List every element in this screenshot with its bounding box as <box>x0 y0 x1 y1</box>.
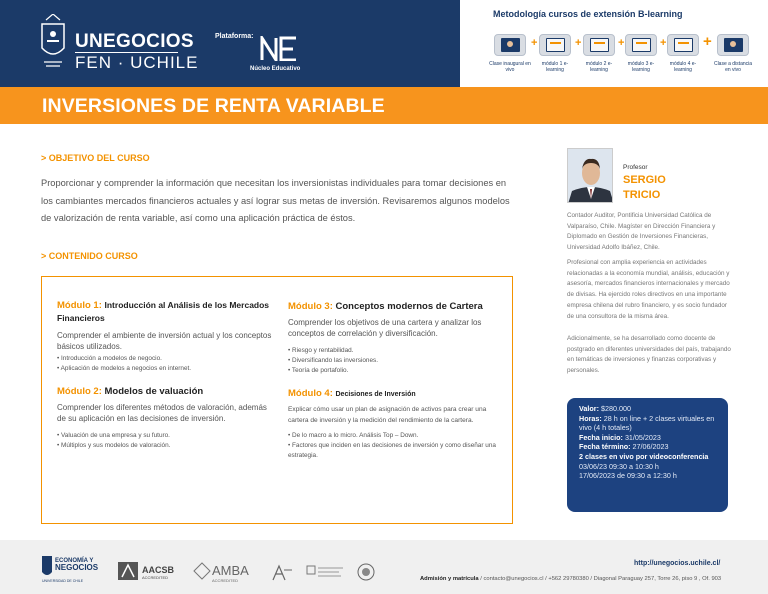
professor-bio-2: Profesional con amplia experiencia en actividades relacionadas a la economía mundial, análisis, educación y asesoría, mercados financieros internacionales y mercado de divisas. Ha ejercido roles directivos en una importante empresa chilena del rubro financiero, y es socio fundador de una consultora de la misma área. <box>567 259 730 320</box>
module-1-description: Comprender el ambiente de inversión actual y los conceptos básicos utilizados. <box>57 331 272 351</box>
start-date-row: Fecha inicio: 31/05/2023 <box>579 432 661 442</box>
amba-logo <box>192 559 262 583</box>
price-row: Valor: $280.000 <box>579 404 631 413</box>
svg-text:AMBA: AMBA <box>212 563 249 578</box>
university-crest-icon <box>38 14 68 72</box>
svg-text:ACCREDITED: ACCREDITED <box>142 575 169 580</box>
svg-text:ACCREDITED: ACCREDITED <box>212 578 239 583</box>
live-class-icon <box>717 34 749 56</box>
nucleo-educativo-logo <box>260 36 298 61</box>
end-date-row: Fecha término: 27/06/2023 <box>579 442 669 452</box>
professor-bio-3: Adicionalmente, se ha desarrollado como docente de postgrado en diferentes universidades del país, trabajando en temáticas de inversiones y finanzas corporativas y personales. <box>567 335 731 375</box>
module-2-list <box>57 431 272 451</box>
list-item: • Teoría de portafolio. <box>288 366 500 376</box>
seal-logo <box>357 563 375 581</box>
hours-row: Horas: 28 h on line + 2 clases virtuales en vivo (4 h totales) <box>579 413 715 433</box>
module-4-heading: Módulo 4: Decisiones de Inversión <box>288 388 416 399</box>
step-label: Clase inaugural en vivo <box>489 61 531 73</box>
contact-line: Admisión y matrícula / contacto@unegocios.cl / +562 29780380 / Diagonal Paraguay 257, Torre 26, piso 9 , Of. 903 <box>420 576 722 582</box>
elearning-icon <box>539 34 571 56</box>
list-item: • Riesgo y rentabilidad. <box>288 346 500 356</box>
professor-last-name: TRICIO <box>623 189 661 201</box>
platform-label: Plataforma: <box>215 33 254 40</box>
module-1-heading: Módulo 1: Introducción al Análisis de los Mercados Financieros <box>57 300 270 323</box>
elearning-icon <box>625 34 657 56</box>
professor-first-name: SERGIO <box>623 174 666 186</box>
list-item: • Introducción a modelos de negocio. <box>57 354 272 364</box>
module-3-list <box>288 346 500 376</box>
objective-heading: > OBJETIVO DEL CURSO <box>41 153 150 163</box>
partner-logo <box>305 562 345 582</box>
fen-logo <box>40 548 100 586</box>
content-heading: > CONTENIDO CURSO <box>41 251 138 261</box>
svg-text:AACSB: AACSB <box>142 565 175 575</box>
live-class-icon <box>494 34 526 56</box>
plus-icon: + <box>660 37 667 49</box>
step-label: módulo 4 e-learning <box>669 61 697 73</box>
brand-subtitle: FEN · UCHILE <box>75 53 199 72</box>
module-3-description: Comprender los objetivos de una cartera y analizar los conceptos de correlación y diversificación. <box>288 318 482 338</box>
step-label: módulo 3 e-learning <box>627 61 655 73</box>
header <box>0 0 768 87</box>
header-brand-panel <box>0 0 460 87</box>
elearning-icon <box>667 34 699 56</box>
step-label: Clase a distancia en vivo <box>713 61 753 73</box>
module-3-heading: Módulo 3: Conceptos modernos de Cartera <box>288 301 483 312</box>
live-class-date: 03/06/23 09:30 a 10:30 h <box>579 461 659 471</box>
svg-text:NEGOCIOS: NEGOCIOS <box>55 563 99 572</box>
plus-icon: + <box>618 37 625 49</box>
live-class-date: 17/06/2023 de 09:30 a 12:30 h <box>579 471 677 481</box>
list-item: • Diversificando las inversiones. <box>288 356 500 366</box>
module-1-list <box>57 354 272 374</box>
module-2-description: Comprender los diferentes métodos de valoración, además de su aplicación en las decisiones de inversión. <box>57 403 267 423</box>
list-item: • De lo macro a lo micro. Análisis Top – Down. <box>288 431 500 441</box>
footer <box>0 540 768 594</box>
course-title-bar <box>0 87 768 124</box>
plus-icon: + <box>531 37 538 49</box>
plus-icon: + <box>575 37 582 49</box>
professor-bio-1: Contador Auditor, Pontificia Universidad Católica de Valparaíso, Chile. Magíster en Dirección Financiera y Diplomado en Gestión de Inversiones Financieras, Universidad Adolfo Ibáñez, Chile. <box>567 212 716 252</box>
aacsb-logo <box>118 560 183 582</box>
course-info-box <box>567 398 728 512</box>
website-link[interactable]: http://unegocios.uchile.cl/ <box>634 560 721 567</box>
methodology-title: Metodología cursos de extensión B-learning <box>493 9 683 19</box>
course-title: INVERSIONES DE RENTA VARIABLE <box>42 95 385 117</box>
step-label: módulo 2 e-learning <box>585 61 613 73</box>
elearning-icon <box>583 34 615 56</box>
module-2-heading: Módulo 2: Modelos de valuación <box>57 386 204 397</box>
live-classes-heading: 2 clases en vivo por videoconferencia <box>579 451 709 461</box>
list-item: • Aplicación de modelos a negocios en internet. <box>57 364 272 374</box>
partner-logo <box>270 562 296 582</box>
module-4-description: Explicar cómo usar un plan de asignación de activos para crear una cartera de inversión y la medición del rendimiento de la cartera. <box>288 406 487 424</box>
objective-text: Proporcionar y comprender la información que necesitan los inversionistas individuales para tomar decisiones en los cambiantes mercados financieros actuales y así lograr sus metas de inversión. Revisaremos algunos modelos de valorización de renta variable, así como una aplicación práctica de éstos. <box>41 178 510 224</box>
professor-label: Profesor <box>623 164 648 171</box>
brand-name: UNEGOCIOS <box>75 31 194 52</box>
svg-text:ECONOMÍA Y: ECONOMÍA Y <box>55 558 94 564</box>
svg-text:UNIVERSIDAD DE CHILE: UNIVERSIDAD DE CHILE <box>42 579 84 583</box>
plus-icon: + <box>703 33 712 50</box>
professor-photo <box>567 148 613 203</box>
list-item: • Valuación de una empresa y su futuro. <box>57 431 272 441</box>
module-4-list <box>288 431 500 461</box>
platform-name: Núcleo Educativo <box>250 66 301 72</box>
step-label: módulo 1 e-learning <box>541 61 569 73</box>
list-item: • Factores que inciden en las decisiones de inversión y como diseñar una estrategia. <box>288 441 500 461</box>
list-item: • Múltiplos y sus modelos de valoración. <box>57 441 272 451</box>
